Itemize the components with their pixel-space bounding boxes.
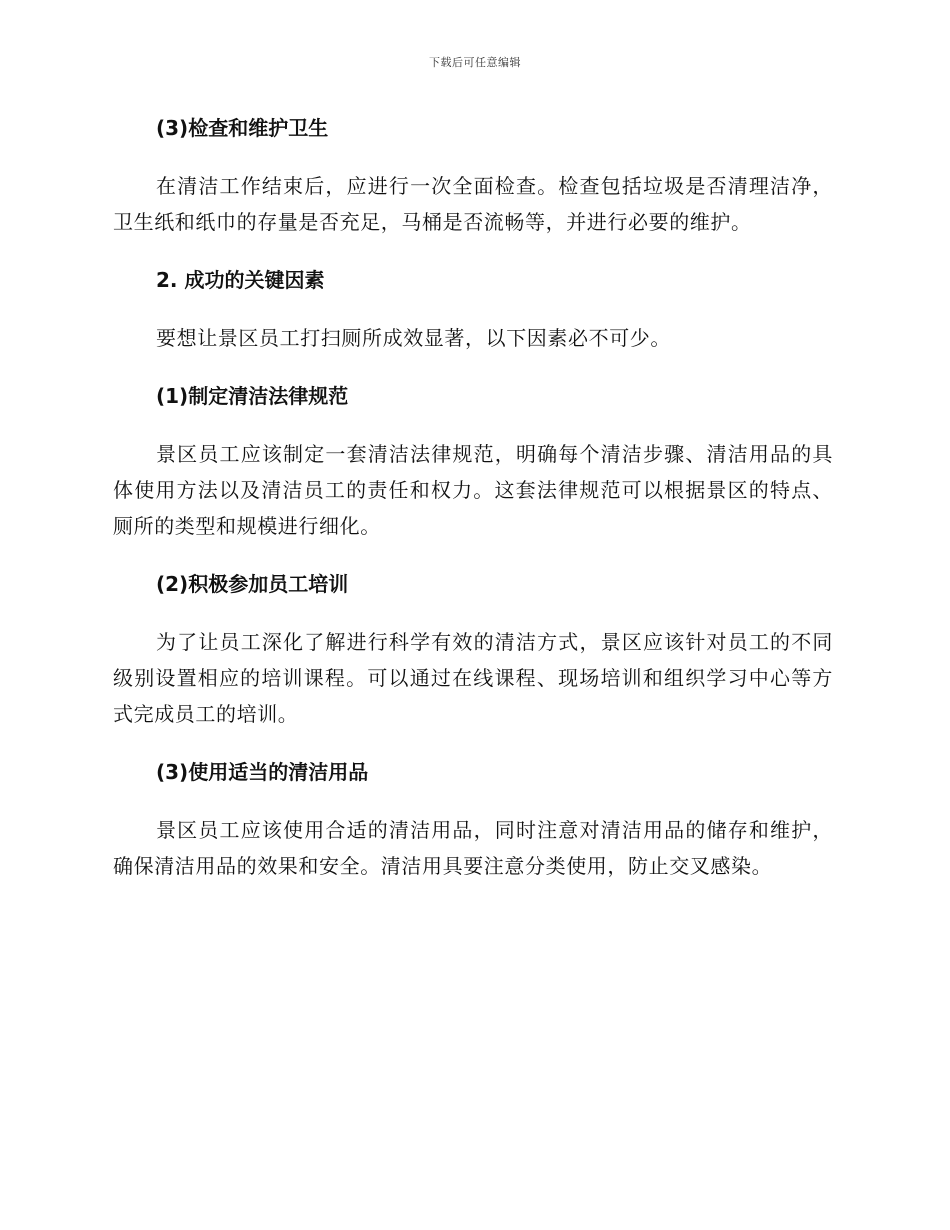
section-heading: 2. 成功的关键因素 xyxy=(156,268,325,292)
section-paragraph: 要想让景区员工打扫厕所成效显著，以下因素必不可少。 xyxy=(156,326,671,350)
section-paragraph: 景区员工应该使用合适的清洁用品，同时注意对清洁用品的储存和维护，确保清洁用品的效果和安全。清洁用具要注意分类使用，防止交叉感染。 xyxy=(113,818,833,878)
section-heading: (3)使用适当的清洁用品 xyxy=(156,760,369,784)
section-paragraph: 在清洁工作结束后，应进行一次全面检查。检查包括垃圾是否清理洁净，卫生纸和纸巾的存量是否充足，马桶是否流畅等，并进行必要的维护。 xyxy=(113,174,833,234)
section-heading: (2)积极参加员工培训 xyxy=(156,572,349,596)
section-paragraph: 为了让员工深化了解进行科学有效的清洁方式，景区应该针对员工的不同级别设置相应的培训课程。可以通过在线课程、现场培训和组织学习中心等方式完成员工的培训。 xyxy=(113,630,833,726)
section-paragraph: 景区员工应该制定一套清洁法律规范，明确每个清洁步骤、清洁用品的具体使用方法以及清洁员工的责任和权力。这套法律规范可以根据景区的特点、厕所的类型和规模进行细化。 xyxy=(113,442,833,538)
page-header: 下载后可任意编辑 xyxy=(429,56,521,69)
document-body xyxy=(113,110,833,884)
section-heading: (1)制定清洁法律规范 xyxy=(156,384,349,408)
section-heading: (3)检查和维护卫生 xyxy=(156,116,329,140)
